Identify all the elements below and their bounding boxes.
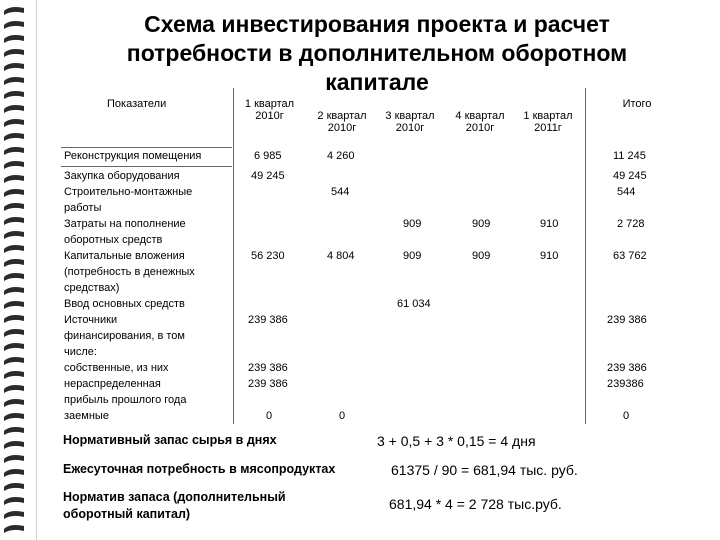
row-label-construction: Строительно-монтажные работы bbox=[64, 186, 193, 214]
header-q1-2010: 1 квартал 2010г bbox=[244, 98, 295, 122]
row-label-borrowed: заемные bbox=[64, 410, 109, 422]
cell-working-capital-total: 2 728 bbox=[617, 218, 645, 230]
spiral-ring bbox=[4, 483, 24, 491]
cell-capital-investment-q1: 56 230 bbox=[251, 250, 285, 262]
spiral-ring bbox=[4, 385, 24, 393]
cell-capital-investment-q2: 4 804 bbox=[327, 250, 355, 262]
spiral-ring bbox=[4, 511, 24, 519]
spiral-ring bbox=[4, 77, 24, 85]
row-label-retained: нераспределенная прибыль прошлого года bbox=[64, 378, 187, 406]
spiral-ring bbox=[4, 469, 24, 477]
cell-capital-investment-q5: 910 bbox=[540, 250, 559, 262]
spiral-ring bbox=[4, 301, 24, 309]
spiral-ring bbox=[4, 231, 24, 239]
cell-reconstruction-q1: 6 985 bbox=[254, 150, 282, 162]
header-q4-2010: 4 квартал 2010г bbox=[455, 110, 505, 134]
spiral-ring bbox=[4, 371, 24, 379]
slide-title: Схема инвестирования проекта и расчет потребности в дополнительном оборотном капитале bbox=[126, 11, 628, 95]
row-label-capital-investment: Капитальные вложения (потребность в денежных средствах) bbox=[64, 250, 195, 294]
spiral-ring bbox=[4, 399, 24, 407]
notebook-spiral-binding bbox=[0, 0, 30, 540]
spiral-ring bbox=[4, 259, 24, 267]
row-label-own: собственные, из них bbox=[64, 362, 169, 374]
spiral-ring bbox=[4, 175, 24, 183]
cell-borrowed-q2: 0 bbox=[339, 410, 346, 422]
spiral-ring bbox=[4, 329, 24, 337]
spiral-ring bbox=[4, 63, 24, 71]
spiral-ring bbox=[4, 287, 24, 295]
spiral-ring bbox=[4, 35, 24, 43]
spiral-ring bbox=[4, 245, 24, 253]
spiral-ring bbox=[4, 49, 24, 57]
spiral-ring bbox=[4, 21, 24, 29]
row-label-fixed-assets: Ввод основных средств bbox=[64, 298, 185, 310]
cell-equipment-q1: 49 245 bbox=[251, 170, 285, 182]
header-indicators: Показатели bbox=[107, 98, 167, 110]
cell-working-capital-q5: 910 bbox=[540, 218, 559, 230]
cell-equipment-total: 49 245 bbox=[613, 170, 647, 182]
slide-page bbox=[36, 0, 716, 540]
spiral-ring bbox=[4, 315, 24, 323]
spiral-ring bbox=[4, 119, 24, 127]
header-q2-2010: 2 квартал 2010г bbox=[317, 110, 367, 134]
row-label-equipment: Закупка оборудования bbox=[64, 170, 180, 182]
calc-formula-daily-need: 61375 / 90 = 681,94 тыс. руб. bbox=[391, 462, 578, 478]
spiral-ring bbox=[4, 189, 24, 197]
calc-label-norm: Норматив запаса (дополнительный оборотный капитал) bbox=[63, 490, 286, 521]
spiral-ring bbox=[4, 217, 24, 225]
header-q3-2010: 3 квартал 2010г bbox=[385, 110, 435, 134]
cell-construction-q2: 544 bbox=[331, 186, 350, 198]
cell-borrowed-q1: 0 bbox=[266, 410, 273, 422]
spiral-ring bbox=[4, 105, 24, 113]
spiral-ring bbox=[4, 441, 24, 449]
spiral-ring bbox=[4, 273, 24, 281]
calc-label-daily-need: Ежесуточная потребность в мясопродуктах bbox=[63, 462, 336, 476]
cell-borrowed-total: 0 bbox=[623, 410, 630, 422]
cell-capital-investment-total: 63 762 bbox=[613, 250, 647, 262]
cell-sources-q1: 239 386 bbox=[248, 314, 288, 326]
spiral-ring bbox=[4, 203, 24, 211]
spiral-ring bbox=[4, 497, 24, 505]
cell-capital-investment-q3: 909 bbox=[403, 250, 422, 262]
spiral-ring bbox=[4, 413, 24, 421]
spiral-ring bbox=[4, 147, 24, 155]
calc-formula-raw-stock: 3 + 0,5 + 3 * 0,15 = 4 дня bbox=[377, 433, 536, 449]
cell-retained-total: 239386 bbox=[607, 378, 644, 390]
spiral-ring bbox=[4, 133, 24, 141]
calc-formula-norm: 681,94 * 4 = 2 728 тыс.руб. bbox=[389, 496, 562, 512]
spiral-ring bbox=[4, 455, 24, 463]
cell-fixed-assets-q3: 61 034 bbox=[397, 298, 431, 310]
spiral-ring bbox=[4, 357, 24, 365]
spiral-ring bbox=[4, 525, 24, 533]
cell-working-capital-q4: 909 bbox=[472, 218, 491, 230]
cell-own-total: 239 386 bbox=[607, 362, 647, 374]
cell-capital-investment-q4: 909 bbox=[472, 250, 491, 262]
cell-retained-q1: 239 386 bbox=[248, 378, 288, 390]
cell-working-capital-q3: 909 bbox=[403, 218, 422, 230]
spiral-ring bbox=[4, 7, 24, 15]
spiral-ring bbox=[4, 161, 24, 169]
cell-sources-total: 239 386 bbox=[607, 314, 647, 326]
row-label-working-capital: Затраты на пополнение оборотных средств bbox=[64, 218, 186, 246]
cell-own-q1: 239 386 bbox=[248, 362, 288, 374]
cell-reconstruction-total: 11 245 bbox=[613, 150, 646, 162]
row-label-reconstruction: Реконструкция помещения bbox=[64, 150, 202, 162]
spiral-ring bbox=[4, 427, 24, 435]
calc-label-raw-stock: Нормативный запас сырья в днях bbox=[63, 433, 277, 447]
cell-reconstruction-q2: 4 260 bbox=[327, 150, 355, 162]
cell-construction-total: 544 bbox=[617, 186, 636, 198]
header-total: Итого bbox=[622, 98, 652, 110]
spiral-ring bbox=[4, 91, 24, 99]
row-label-sources: Источники финансирования, в том числе: bbox=[64, 314, 185, 358]
header-q1-2011: 1 квартал 2011г bbox=[523, 110, 573, 134]
spiral-ring bbox=[4, 343, 24, 351]
